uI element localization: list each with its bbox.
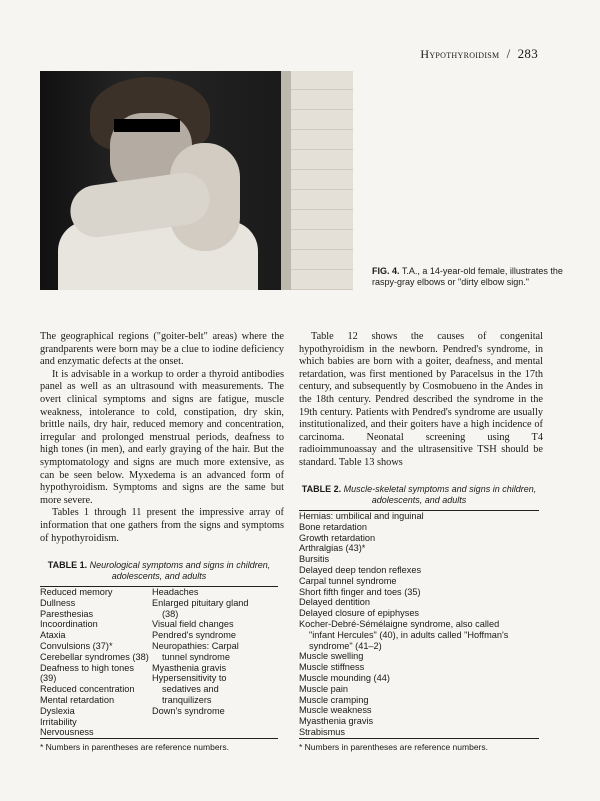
table-caption: Muscle-skeletal symptoms and signs in children, adolescents, and adults bbox=[343, 484, 537, 505]
paragraph: The geographical regions ("goiter-belt" areas) where the grandparents were born may be a clue to iodine deficiency and enzymatic defects at the onset. bbox=[40, 331, 284, 368]
list-item: Dyslexia bbox=[40, 705, 75, 716]
list-item: syndrome" (41–2) bbox=[309, 640, 382, 651]
list-item: Deafness to high tones (39) bbox=[40, 662, 134, 684]
table-bottom-rule bbox=[40, 738, 278, 739]
list-item: sedatives and bbox=[162, 684, 219, 695]
list-item: Muscle cramping bbox=[299, 694, 369, 705]
body-column-left bbox=[40, 331, 284, 545]
list-item: Dullness bbox=[40, 597, 76, 608]
table-body bbox=[299, 511, 539, 738]
table-label: TABLE 2. bbox=[301, 484, 342, 494]
list-item: Hernias: umbilical and inguinal bbox=[299, 511, 424, 521]
list-item: Kocher-Debré-Sémélaigne syndrome, also called bbox=[299, 618, 500, 629]
list-item: Convulsions (37)* bbox=[40, 640, 113, 651]
paragraph: It is advisable in a workup to order a thyroid antibodies panel as well as an ultrasound with measurements. The overt clinical symptoms and signs are fatigue, muscle weakness, intolerance to cold, constipation, dry skin, brittle nails, dry hair, reduced memory and concentration, irregular and prolonged menstrual periods, deafness to high tones (in men), and early graying of the hair. But the symptomatology and signs are much more extensive, as can be seen below. Myxedema is an advanced form of hypothyroidism. Symptoms and signs are the same but more severe. bbox=[40, 368, 284, 506]
list-item: Reduced concentration bbox=[40, 684, 135, 695]
figure-caption bbox=[372, 266, 564, 288]
list-item: Muscle stiffness bbox=[299, 662, 365, 673]
table-1 bbox=[40, 560, 278, 752]
table-footnote: * Numbers in parentheses are reference numbers. bbox=[40, 742, 229, 753]
list-item: Carpal tunnel syndrome bbox=[299, 575, 397, 586]
list-item: Delayed dentition bbox=[299, 597, 370, 608]
list-item: Reduced memory bbox=[40, 587, 113, 597]
list-item: Muscle pain bbox=[299, 683, 349, 694]
list-item: Mental retardation bbox=[40, 694, 115, 705]
table-title bbox=[40, 560, 278, 582]
list-item: Nervousness bbox=[40, 727, 94, 738]
list-item: Headaches bbox=[152, 587, 199, 597]
list-item: (38) bbox=[162, 608, 179, 619]
list-item: Muscle swelling bbox=[299, 651, 364, 662]
table-column bbox=[152, 587, 278, 738]
table-column bbox=[40, 587, 152, 738]
table-2 bbox=[299, 484, 539, 752]
list-item: Bursitis bbox=[299, 554, 330, 565]
figure-label: FIG. 4. bbox=[372, 266, 400, 276]
list-item: Enlarged pituitary gland bbox=[152, 597, 249, 608]
running-header bbox=[420, 46, 538, 62]
photo-brick-wall bbox=[281, 71, 353, 290]
list-item: Paresthesias bbox=[40, 608, 94, 619]
list-item: Pendred's syndrome bbox=[152, 630, 236, 641]
list-item: Incoordination bbox=[40, 619, 98, 630]
body-column-right bbox=[299, 331, 543, 470]
list-item: tunnel syndrome bbox=[162, 651, 230, 662]
paragraph: Tables 1 through 11 present the impressive array of information that one gathers from the signs and symptoms of hypothyroidism. bbox=[40, 507, 284, 544]
list-item: Visual field changes bbox=[152, 619, 234, 630]
list-item: Myasthenia gravis bbox=[152, 662, 227, 673]
table-label: TABLE 1. bbox=[47, 560, 88, 570]
list-item: Muscle weakness bbox=[299, 705, 372, 716]
list-item: Cerebellar syndromes (38) bbox=[40, 651, 149, 662]
list-item: Neuropathies: Carpal bbox=[152, 640, 239, 651]
list-item: Hypersensitivity to bbox=[152, 673, 227, 684]
running-title: Hypothyroidism bbox=[420, 47, 500, 61]
list-item: Strabismus bbox=[299, 726, 345, 737]
figure-caption-text: T.A., a 14-year-old female, illustrates the raspy-gray elbows or "dirty elbow sign." bbox=[372, 266, 563, 287]
table-bottom-rule bbox=[299, 738, 539, 739]
table-body bbox=[40, 587, 278, 738]
list-item: Down's syndrome bbox=[152, 705, 225, 716]
list-item: Myasthenia gravis bbox=[299, 716, 374, 727]
table-title bbox=[299, 484, 539, 506]
list-item: Bone retardation bbox=[299, 521, 367, 532]
list-item: Ataxia bbox=[40, 630, 66, 641]
list-item: Irritability bbox=[40, 716, 77, 727]
list-item: Arthralgias (43)* bbox=[299, 543, 366, 554]
list-item: Muscle mounding (44) bbox=[299, 672, 390, 683]
list-item: Short fifth finger and toes (35) bbox=[299, 586, 421, 597]
list-item: "infant Hercules" (40), in adults called "Hoffman's bbox=[309, 629, 509, 640]
table-caption: Neurological symptoms and signs in children, adolescents, and adults bbox=[89, 560, 271, 581]
table-footnote: * Numbers in parentheses are reference numbers. bbox=[299, 741, 488, 752]
photo-censor-bar bbox=[114, 119, 180, 132]
header-separator: / bbox=[506, 46, 511, 61]
list-item: tranquilizers bbox=[162, 694, 212, 705]
list-item: Growth retardation bbox=[299, 532, 376, 543]
figure-photo bbox=[40, 71, 353, 290]
list-item: Delayed closure of epiphyses bbox=[299, 608, 420, 619]
paragraph: Table 12 shows the causes of congenital hypothyroidism in the newborn. Pendred's syndrome, in which babies are born with a goiter, deafness, and mental retardation, was first mentioned by Paracelsus in the 17th century, and subsequently by Cosmobueno in the Andes in the 18th century. Pendred described the syndrome in the 19th century. Patients with Pendred's syndrome are usually institutionalized, and their goiters have a high incidence of carcinoma. Neonatal screening using T4 radioimmunoassay and the ultrasensitive TSH should be standard. Table 13 shows bbox=[299, 331, 543, 468]
list-item: Delayed deep tendon reflexes bbox=[299, 564, 422, 575]
page-number: 283 bbox=[517, 46, 538, 61]
